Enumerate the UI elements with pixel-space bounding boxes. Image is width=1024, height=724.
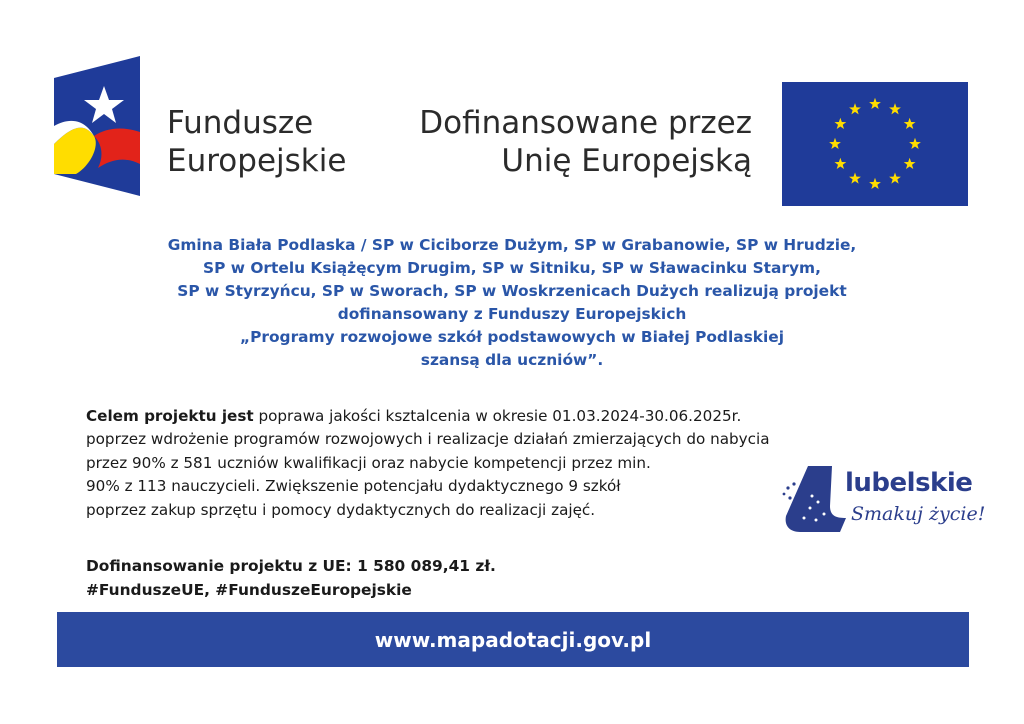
funding-amount: Dofinansowanie projektu z UE: 1 580 089,41 zł. [86,557,496,575]
description-line [86,405,746,428]
heading-line: dofinansowany z Funduszy Europejskich [337,305,687,323]
hashtags: #FunduszeUE, #FunduszeEuropejskie [86,580,412,599]
fe-logo-text [167,104,346,180]
heading-line: „Programy rozwojowe szkół podstawowych w Białej Podlaskiej [240,328,784,346]
fe-logo-line2: Europejskie [167,143,347,179]
lubelskie-word: lubelskie [845,468,973,498]
project-description [86,405,770,522]
footer-bar [57,612,969,667]
fe-star-logo-icon [54,56,144,196]
lubelskie-slogan: Smakuj życie! [851,503,986,525]
footer-url[interactable]: www.mapadotacji.gov.pl [374,627,652,652]
project-heading [60,234,964,372]
description-lead: Celem projektu jest [86,407,254,425]
description-line: poprzez zakup sprzętu i pomocy dydaktycznych do realizacji zajęć. [86,500,596,519]
description-line: przez 90% z 581 uczniów kwalifikacji oraz nabycie kompetencji przez min. [86,453,651,472]
heading-line: Gmina Biała Podlaska / SP w Ciciborze Dużym, SP w Grabanowie, SP w Hrudzie, [167,236,857,254]
fe-logo-line1: Fundusze [167,105,314,141]
heading-line: SP w Styrzyńcu, SP w Sworach, SP w Woskrzenicach Dużych realizują projekt [177,282,847,300]
cofinanced-line1: Dofinansowane przez [419,105,752,141]
cofinanced-line2: Unię Europejską [501,143,752,179]
cofinanced-text [400,104,752,180]
description-line: poprzez wdrożenie programów rozwojowych i realizacje działań zmierzających do nabycia [86,430,770,449]
eu-flag-icon [782,82,968,206]
funding-info [86,555,496,602]
heading-line: SP w Ortelu Książęcym Drugim, SP w Sitniku, SP w Sławacinku Starym, [203,259,821,277]
heading-line: szansą dla uczniów”. [420,351,604,369]
description-line1-rest: poprawa jakości ksztalcenia w okresie 01.03.2024-30.06.2025r. [253,407,742,425]
description-line: 90% z 113 nauczycieli. Zwiększenie potencjału dydaktycznego 9 szkół [86,477,621,496]
